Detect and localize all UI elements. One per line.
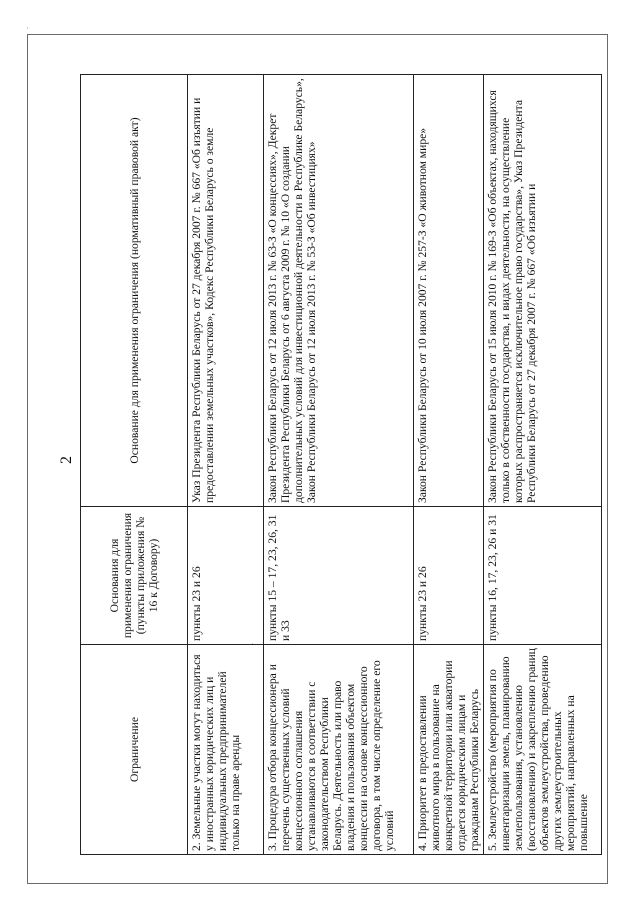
header-legal-basis: Основание для применения ограничения (нормативный правовой акт) (81, 75, 188, 507)
scan-speck: · (26, 23, 29, 33)
row-restriction: 3. Процедура отбора концессионера и перечень существенных условий концессионного соглашения устанавливаются в соответствии с законодательством Республики Беларусь. Деятельность или право владения и пользования объектом концессии на основе концессионного договора, в том числе определение его условий (264, 645, 414, 855)
row-legal-basis: Закон Республики Беларусь от 10 июля 2007 г. № 257-З «О животном мире» (414, 75, 484, 507)
row-clauses: пункты 15 – 17, 23, 26, 31 и 33 (264, 507, 414, 645)
row-restriction: 4. Приоритет в предоставлении животного мира в пользование на конкретной территории или акватории отдается юридическим лицам и гражданам Республики Беларусь (414, 645, 484, 855)
table-row (188, 75, 264, 855)
table-header-row (81, 75, 188, 855)
restrictions-table (80, 74, 602, 855)
page-number: 2 (58, 456, 75, 464)
table-row (264, 75, 414, 855)
row-legal-basis: Закон Республики Беларусь от 12 июля 2013 г. № 63-З «О концессиях», Декрет Президента Республики Беларусь от 6 августа 2009 г. № 10 «О создании дополнительных условий для инвестиционной деятельности в Республике Беларусь», Закон Республики Беларусь от 12 июля 2013 г. № 53-З «Об инвестициях» (264, 75, 414, 507)
table-row (484, 75, 602, 855)
row-clauses: пункты 23 и 26 (414, 507, 484, 645)
rotated-document-page (60, 65, 600, 855)
row-restriction: 2. Земельные участки могут находиться у иностранных юридических лиц и индивидуальных предпринимателей только на праве аренды (188, 645, 264, 855)
row-clauses: пункты 23 и 26 (188, 507, 264, 645)
header-restriction: Ограничение (81, 645, 188, 855)
table-row (414, 75, 484, 855)
row-restriction: 5. Землеустройство (мероприятия по инвентаризации земель, планированию землепользования, установлению (восстановлению) и закреплению границ объектов землеустройства, проведению других землеустроительных мероприятий, направленных на повышение (484, 645, 602, 855)
row-clauses: пункты 16, 17, 23, 26 и 31 (484, 507, 602, 645)
row-legal-basis: Указ Президента Республики Беларусь от 27 декабря 2007 г. № 667 «Об изъятии и предоставлении земельных участков», Кодекс Республики Беларусь о земле (188, 75, 264, 507)
header-clauses: Основания для применения ограничения (пункты приложения № 16 к Договору) (81, 507, 188, 645)
scan-speck: · (251, 639, 254, 649)
row-legal-basis: Закон Республики Беларусь от 15 июля 2010 г. № 169-З «Об объектах, находящихся только в собственности государства, и видах деятельности, на осуществление которых распространяется исключительное право государства», Указ Президента Республики Беларусь от 27 декабря 2007 г. № 667 «Об изъятии и (484, 75, 602, 507)
